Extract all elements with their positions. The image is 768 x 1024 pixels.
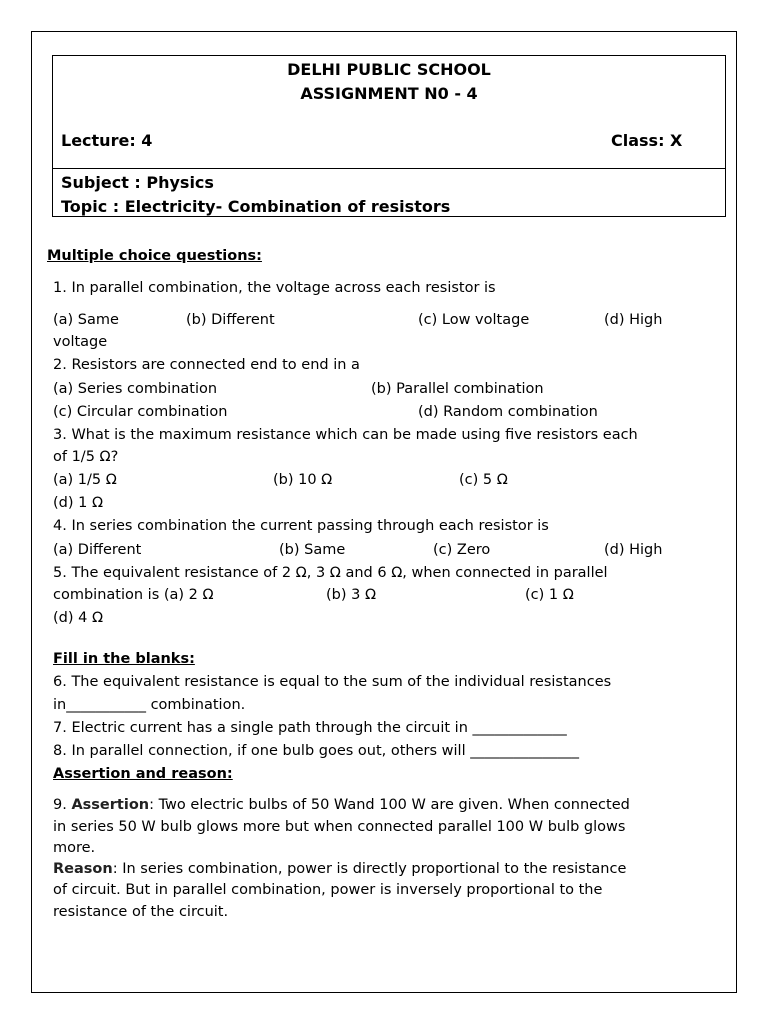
header-box <box>52 55 726 217</box>
q2-option-d: (d) Random combination <box>418 404 598 420</box>
q4-option-d: (d) High <box>604 542 663 558</box>
q2-option-a: (a) Series combination <box>53 381 218 397</box>
q2-option-b: (b) Parallel combination <box>371 381 544 397</box>
assertion-text: : Two electric bulbs of 50 Wand 100 W are given. When connected <box>149 797 630 813</box>
q1-stem: 1. In parallel combination, the voltage across each resistor is <box>53 280 496 296</box>
q9-reason-line1 <box>53 860 626 878</box>
q9-assertion-line1 <box>53 796 630 814</box>
q5-option-b: (b) 3 Ω <box>326 587 377 603</box>
subject-label: Subject : Physics <box>61 173 214 192</box>
class-label: Class: X <box>611 131 683 150</box>
q3-option-c: (c) 5 Ω <box>459 472 508 488</box>
assignment-title: ASSIGNMENT N0 - 4 <box>300 84 478 103</box>
q6-line1: 6. The equivalent resistance is equal to the sum of the individual resistances <box>53 674 612 690</box>
q2-option-c: (c) Circular combination <box>53 404 228 420</box>
q9-assertion-line3: more. <box>53 840 96 856</box>
section-heading-mcq: Multiple choice questions: <box>47 248 262 264</box>
q9-reason-line3: resistance of the circuit. <box>53 904 229 920</box>
q9-number: 9. <box>53 797 72 813</box>
q3-option-b: (b) 10 Ω <box>273 472 333 488</box>
q9-assertion-line2: in series 50 W bulb glows more but when connected parallel 100 W bulb glows <box>53 819 626 835</box>
q4-option-a: (a) Different <box>53 542 142 558</box>
q1-option-d-cont: voltage <box>53 334 108 350</box>
q8-text: 8. In parallel connection, if one bulb goes out, others will _______________ <box>53 743 579 759</box>
reason-text: : In series combination, power is directly proportional to the resistance <box>112 861 627 877</box>
q7-text: 7. Electric current has a single path through the circuit in _____________ <box>53 720 567 736</box>
q3-option-a: (a) 1/5 Ω <box>53 472 117 488</box>
header-divider <box>53 168 725 169</box>
q3-option-d: (d) 1 Ω <box>53 495 104 511</box>
section-heading-assertion: Assertion and reason: <box>53 766 233 782</box>
q3-stem-line2: of 1/5 Ω? <box>53 449 119 465</box>
q5-option-d: (d) 4 Ω <box>53 610 104 626</box>
q5-stem-line2: combination is (a) 2 Ω <box>53 587 214 603</box>
reason-label: Reason <box>53 861 113 877</box>
lecture-label: Lecture: 4 <box>61 131 153 150</box>
q1-option-a: (a) Same <box>53 312 119 328</box>
q4-option-b: (b) Same <box>279 542 346 558</box>
assertion-label: Assertion <box>71 797 150 813</box>
section-heading-fill: Fill in the blanks: <box>53 651 195 667</box>
q4-stem: 4. In series combination the current passing through each resistor is <box>53 518 549 534</box>
q5-stem-line1: 5. The equivalent resistance of 2 Ω, 3 Ω and 6 Ω, when connected in parallel <box>53 565 608 581</box>
q6-line2: in___________ combination. <box>53 697 246 713</box>
q3-stem-line1: 3. What is the maximum resistance which can be made using five resistors each <box>53 427 638 443</box>
q9-reason-line2: of circuit. But in parallel combination, power is inversely proportional to the <box>53 882 603 898</box>
q1-option-d: (d) High <box>604 312 663 328</box>
topic-label: Topic : Electricity- Combination of resistors <box>61 197 451 216</box>
school-name: DELHI PUBLIC SCHOOL <box>287 60 491 79</box>
q4-option-c: (c) Zero <box>433 542 491 558</box>
q2-stem: 2. Resistors are connected end to end in a <box>53 357 360 373</box>
q5-option-c: (c) 1 Ω <box>525 587 574 603</box>
q1-option-b: (b) Different <box>186 312 275 328</box>
q1-option-c: (c) Low voltage <box>418 312 530 328</box>
